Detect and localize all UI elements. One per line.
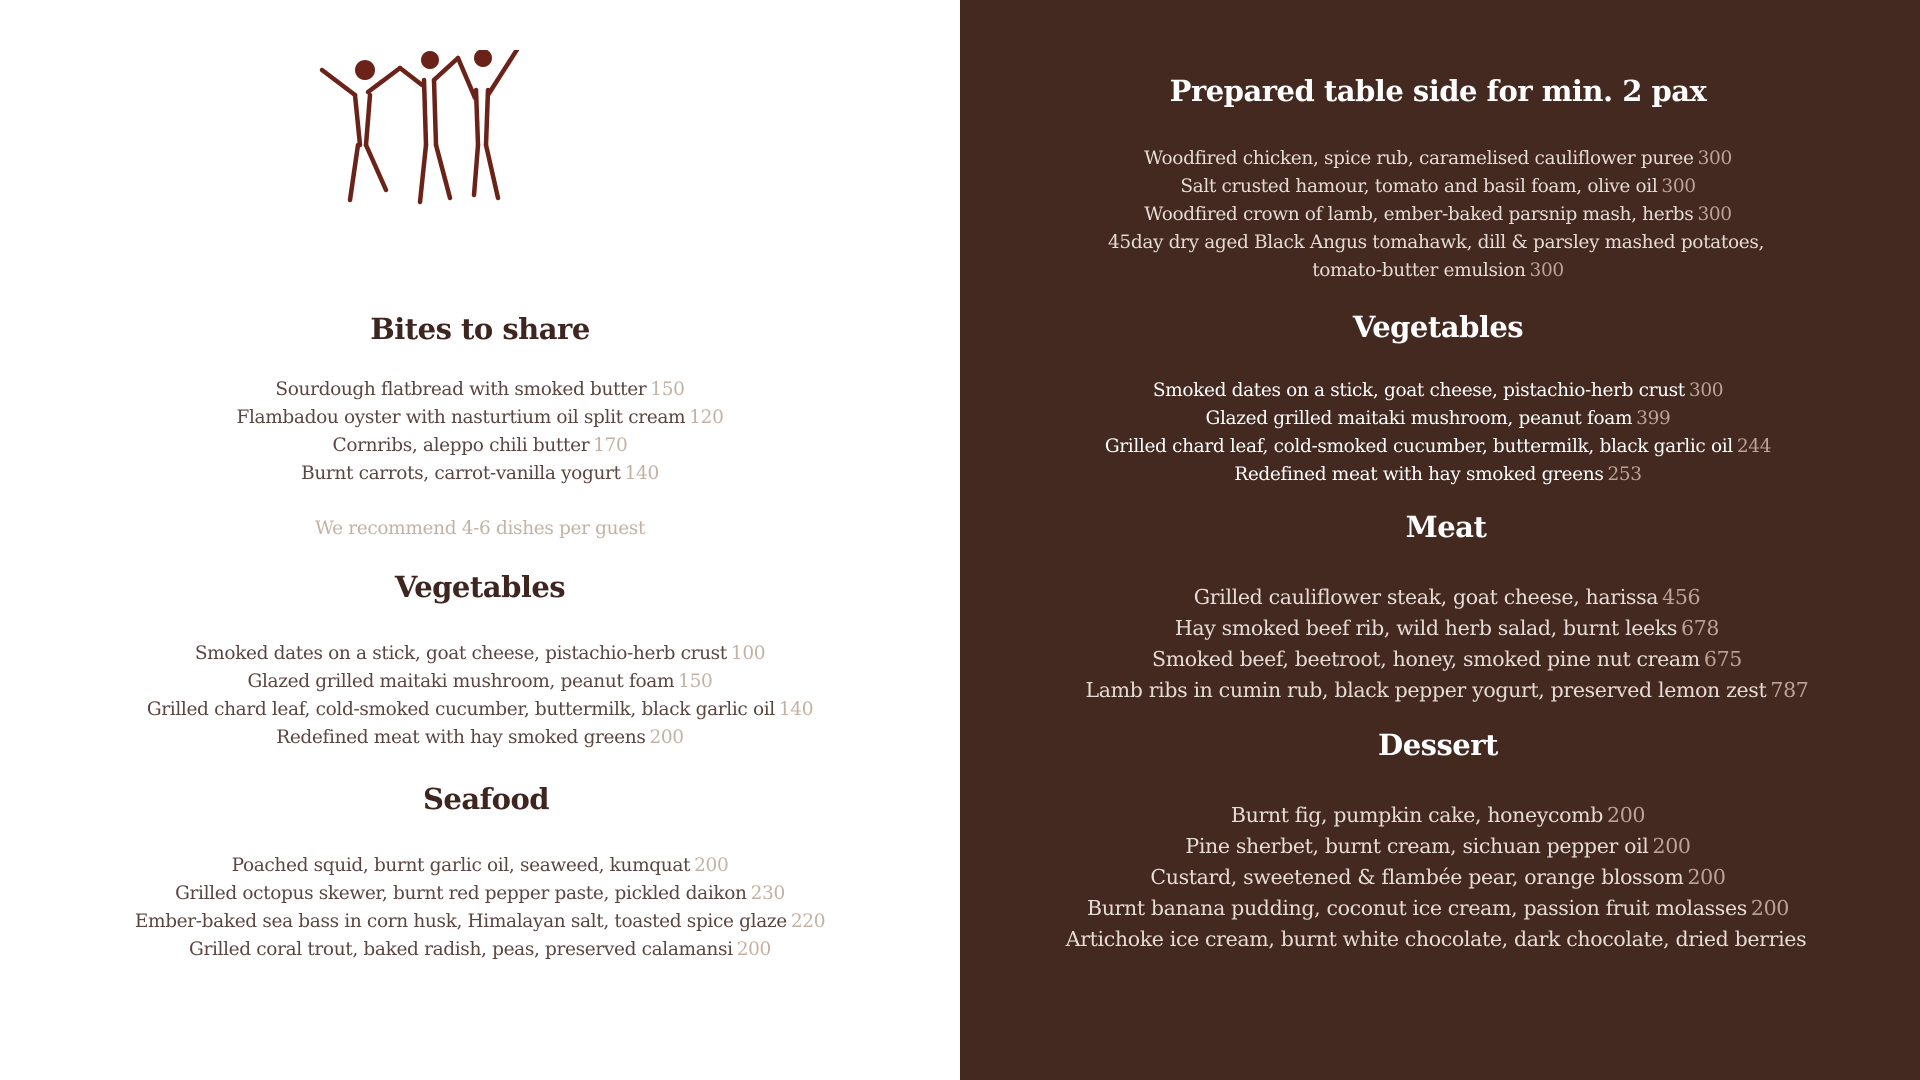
dish-name: Smoked dates on a stick, goat cheese, pistachio-herb crust [194, 643, 727, 664]
list-item [958, 433, 1918, 461]
dish-price: 100 [730, 643, 766, 664]
dish-price: 244 [1736, 436, 1772, 457]
list-item [0, 724, 960, 752]
meat-list [967, 582, 1920, 706]
dish-name: Redefined meat with hay smoked greens [276, 727, 646, 748]
list-item [958, 800, 1918, 831]
list-item [0, 908, 960, 936]
dish-price: 300 [1661, 176, 1696, 197]
dish-name: Burnt fig, pumpkin cake, honeycomb [1230, 803, 1604, 827]
dish-price: 200 [1607, 803, 1646, 827]
list-item [958, 461, 1918, 489]
dish-price: 150 [678, 671, 713, 692]
list-item [967, 582, 1920, 613]
list-item [958, 145, 1918, 173]
dish-price: 140 [778, 699, 814, 720]
dish-name: Grilled chard leaf, cold-smoked cucumber, buttermilk, black garlic oil [146, 699, 775, 720]
dish-name: Custard, sweetened & flambée pear, orange blossom [1150, 865, 1684, 889]
list-item [0, 936, 960, 964]
tableside-heading: Prepared table side for min. 2 pax [1169, 74, 1707, 108]
list-item [967, 675, 1920, 706]
list-item [0, 852, 960, 880]
dish-name: Smoked dates on a stick, goat cheese, pistachio-herb crust [1152, 380, 1685, 401]
list-item [958, 862, 1918, 893]
list-item [958, 257, 1918, 285]
dish-price: 150 [650, 379, 685, 400]
dish-price: 253 [1607, 464, 1642, 485]
dish-name: Burnt carrots, carrot-vanilla yogurt [301, 463, 621, 484]
list-item [0, 696, 960, 724]
dish-name: Artichoke ice cream, burnt white chocolate, dark chocolate, dried berries [1065, 927, 1807, 951]
dish-name: Poached squid, burnt garlic oil, seaweed, kumquat [231, 855, 691, 876]
dish-price: 456 [1662, 585, 1701, 609]
dish-name: Sourdough flatbread with smoked butter [275, 379, 647, 400]
vegetables-list [0, 640, 960, 752]
list-item [958, 377, 1918, 405]
dish-price: 140 [624, 463, 659, 484]
list-item [0, 404, 960, 432]
dish-name: Redefined meat with hay smoked greens [1234, 464, 1604, 485]
dish-price: 399 [1636, 408, 1671, 429]
right-vegetables-list [958, 377, 1918, 489]
dish-name: Flambadou oyster with nasturtium oil split cream [236, 407, 686, 428]
dish-price: 675 [1703, 647, 1742, 671]
dish-name: Lamb ribs in cumin rub, black pepper yogurt, preserved lemon zest [1085, 678, 1767, 702]
list-item [0, 460, 960, 488]
dish-price: 200 [694, 855, 729, 876]
list-item [0, 432, 960, 460]
list-item [0, 376, 960, 404]
list-item [0, 640, 960, 668]
dish-price: 787 [1770, 678, 1809, 702]
dish-price: 200 [1750, 896, 1790, 920]
dish-price: 300 [1529, 260, 1564, 281]
dish-name: Ember-baked sea bass in corn husk, Himalayan salt, toasted spice glaze [134, 911, 787, 932]
dish-price: 200 [736, 939, 771, 960]
list-item [967, 613, 1920, 644]
vegetables-heading: Vegetables [394, 570, 566, 604]
dish-name: Glazed grilled maitaki mushroom, peanut foam [247, 671, 675, 692]
dish-price: 170 [593, 435, 628, 456]
dish-name: 45day dry aged Black Angus tomahawk, dill & parsley mashed potatoes, [1107, 232, 1765, 253]
dish-name: Grilled cauliflower steak, goat cheese, harissa [1193, 585, 1659, 609]
dish-name: Glazed grilled maitaki mushroom, peanut foam [1205, 408, 1633, 429]
dish-name: Salt crusted hamour, tomato and basil foam, olive oil [1180, 176, 1658, 197]
list-item [0, 668, 960, 696]
list-item [958, 201, 1918, 229]
list-item [0, 880, 960, 908]
dish-name: Burnt banana pudding, coconut ice cream, passion fruit molasses [1086, 896, 1747, 920]
dish-name: Grilled chard leaf, cold-smoked cucumber, buttermilk, black garlic oil [1104, 436, 1733, 457]
list-item [958, 831, 1918, 862]
tableside-list [958, 145, 1918, 285]
dish-name: tomato-butter emulsion [1312, 260, 1526, 281]
dish-price: 300 [1688, 380, 1724, 401]
bites-list [0, 376, 960, 488]
dessert-heading: Dessert [1378, 728, 1498, 762]
dish-name: Cornribs, aleppo chili butter [332, 435, 590, 456]
dish-price: 200 [1687, 865, 1726, 889]
dancing-figures-icon [300, 50, 600, 260]
recommendation-note: We recommend 4-6 dishes per guest [314, 518, 646, 539]
list-item [967, 644, 1920, 675]
dish-name: Hay smoked beef rib, wild herb salad, burnt leeks [1174, 616, 1678, 640]
dish-price: 678 [1681, 616, 1720, 640]
list-item [958, 229, 1918, 257]
list-item [958, 893, 1918, 924]
list-item [958, 924, 1918, 955]
dessert-list [958, 800, 1918, 955]
list-item [958, 173, 1918, 201]
right-vegetables-heading: Vegetables [1352, 310, 1524, 344]
dish-price: 230 [750, 883, 785, 904]
dish-name: Pine sherbet, burnt cream, sichuan pepper oil [1185, 834, 1649, 858]
dish-price: 120 [689, 407, 724, 428]
dish-name: Woodfired chicken, spice rub, caramelised cauliflower puree [1144, 148, 1694, 169]
dish-price: 300 [1697, 204, 1732, 225]
list-item [958, 405, 1918, 433]
seafood-heading: Seafood [422, 782, 550, 816]
meat-heading: Meat [1405, 510, 1487, 544]
right-menu-panel [960, 0, 1920, 1080]
seafood-list [0, 852, 960, 964]
dish-price: 300 [1697, 148, 1732, 169]
dish-name: Woodfired crown of lamb, ember-baked parsnip mash, herbs [1144, 204, 1694, 225]
dish-price: 200 [649, 727, 684, 748]
dish-name: Grilled coral trout, baked radish, peas, preserved calamansi [189, 939, 733, 960]
dish-name: Smoked beef, beetroot, honey, smoked pine nut cream [1152, 647, 1700, 671]
dish-price: 200 [1652, 834, 1691, 858]
dish-price: 220 [790, 911, 826, 932]
bites-heading: Bites to share [370, 312, 590, 346]
dish-name: Grilled octopus skewer, burnt red pepper paste, pickled daikon [175, 883, 747, 904]
